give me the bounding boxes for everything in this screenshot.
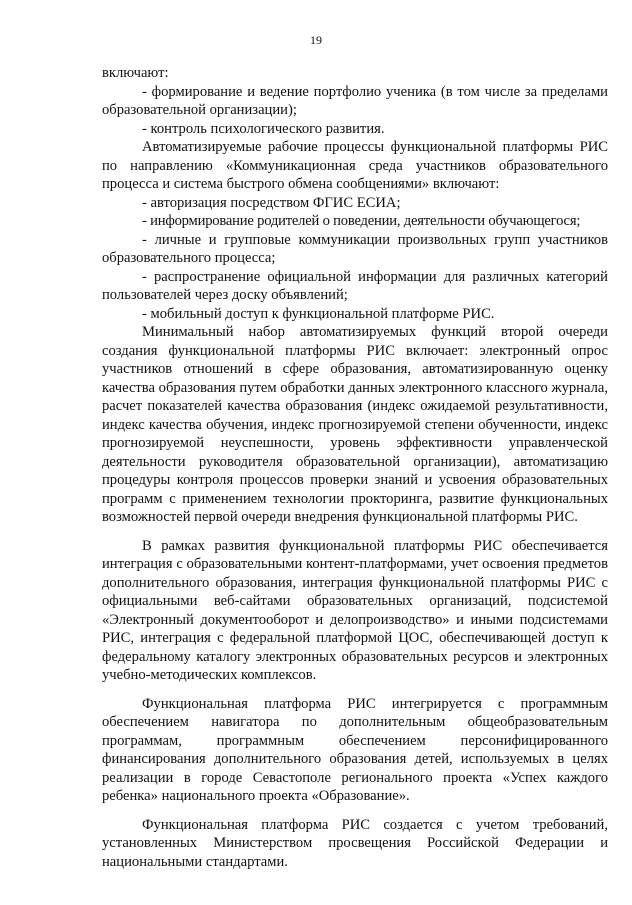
page-number: 19 bbox=[310, 33, 322, 47]
list-item-parent-informing: - информирование родителей о поведении, деятельности обучающегося; bbox=[142, 213, 581, 229]
paragraph-intro: включают: bbox=[102, 65, 169, 81]
paragraph-second-stage-functions: Минимальный набор автоматизируемых функций второй очереди создания функциональной платформы РИС включает: электронный опрос участников отношений в сфере образования, автоматизированную оценку качества образования путем обработки данных электронного классного журнала, расчет показателей качества образования (индекс ожидаемой результативности, индекс качества обучения, индекс прогнозируемой степени обученности, индекс прогнозируемой неуспешности, уровень эффективности управленческой деятельности руководителя образовательной организации), автоматизацию процедуры контроля процессов проверки знаний и усвоения образовательных программ с применением технологии прокторинга, развитие функциональных возможностей первой очереди внедрения функциональной платформы РИС. bbox=[102, 324, 608, 525]
document-body bbox=[102, 64, 608, 871]
list-item-mobile-access: - мобильный доступ к функциональной платформе РИС. bbox=[142, 305, 495, 322]
list-item-official-info: - распространение официальной информации для различных категорий пользователей через доску объявлений; bbox=[102, 268, 608, 303]
paragraph-communication-processes: Автоматизируемые рабочие процессы функциональной платформы РИС по направлению «Коммуникационная среда участников образовательного процесса и система быстрого обмена сообщениями» включают: bbox=[102, 139, 608, 192]
list-item-group-communications: - личные и групповые коммуникации произвольных групп участников образовательного процесса; bbox=[102, 231, 608, 266]
list-item-portfolio: - формирование и ведение портфолио ученика (в том числе за пределами образовательной организации); bbox=[102, 83, 608, 118]
paragraph-standards: Функциональная платформа РИС создается с учетом требований, установленных Министерством просвещения Российской Федерации и национальными стандартами. bbox=[102, 816, 608, 870]
list-item-authorization: - авторизация посредством ФГИС ЕСИА; bbox=[142, 194, 401, 211]
list-item-psych-control: - контроль психологического развития. bbox=[142, 120, 385, 137]
paragraph-navigator-integration: Функциональная платформа РИС интегрируется с программным обеспечением навигатора по дополнительным общеобразовательным программам, программным обеспечением персонифицированного финансирования дополнительного образования детей, используемых в целях реализации в городе Севастополе регионального проекта «Успех каждого ребенка» национального проекта «Образование». bbox=[102, 695, 608, 804]
paragraph-integration: В рамках развития функциональной платформы РИС обеспечивается интеграция с образовательными контент-платформами, учет освоения предметов дополнительного образования, интеграция функциональной платформы РИС с официальными веб-сайтами образовательных организаций, подсистемой «Электронный документооборот и делопроизводство» и иными подсистемами РИС, интеграция с федеральной платформой ЦОС, обеспечивающей доступ к федеральному каталогу электронных образовательных ресурсов и электронных учебно-методических комплексов. bbox=[102, 537, 608, 683]
